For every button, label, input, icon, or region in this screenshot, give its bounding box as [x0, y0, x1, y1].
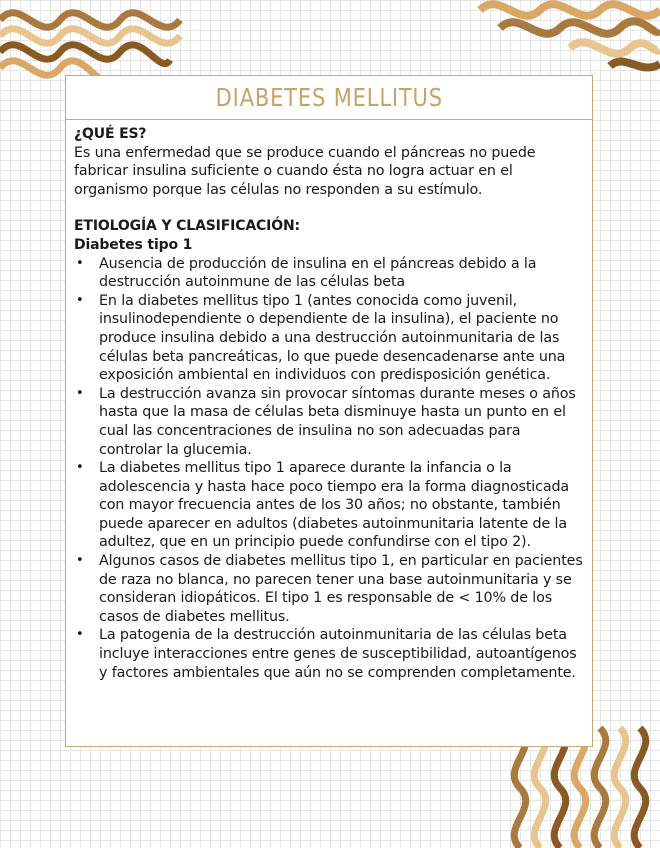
- etiologia-heading: ETIOLOGÍA Y CLASIFICACIÓN:: [74, 218, 300, 235]
- content-body: [66, 120, 592, 682]
- que-es-paragraph: Es una enfermedad que se produce cuando el páncreas no puede fabricar insulina suficiente o cuando ésta no logra actuar en el organismo porque las células no responden a su estímulo.: [74, 144, 536, 198]
- title-band: [66, 76, 592, 120]
- list-item-text: La patogenia de la destrucción autoinmunitaria de las células beta incluye interacciones entre genes de susceptibilidad, autoantígenos y factores ambientales que aún no se comprenden completamente.: [99, 627, 577, 681]
- que-es-heading: ¿QUÉ ES?: [74, 126, 147, 142]
- list-item-text: Algunos casos de diabetes mellitus tipo 1, en particular en pacientes de raza no blanca, no parecen tener una base autoinmunitaria y se consideran idiopáticos. El tipo 1 es responsable de < 10% de los casos de diabetes mellitus.: [99, 553, 583, 625]
- diabetes-tipo-1-subheading: Diabetes tipo 1: [74, 236, 193, 253]
- list-item-text: La diabetes mellitus tipo 1 aparece durante la infancia o la adolescencia y hasta hace poco tiempo era la forma diagnosticada con mayor frecuencia antes de los 30 años; no obstante, también puede aparecer en adultos (diabetes autoinmunitaria latente de la adultez, que en un principio puede confundirse con el tipo 2).: [99, 460, 569, 551]
- bullet-icon: •: [76, 385, 84, 401]
- page-title: DIABETES MELLITUS: [215, 83, 443, 112]
- top-right-wave-decoration: [460, 0, 660, 80]
- list-item: [74, 385, 584, 459]
- bullet-icon: •: [76, 292, 84, 308]
- bullet-icon: •: [76, 255, 84, 271]
- list-item: [74, 292, 584, 385]
- content-card: [65, 75, 593, 747]
- section-spacer: [74, 199, 584, 217]
- list-item-text: En la diabetes mellitus tipo 1 (antes conocida como juvenil, insulinodependiente o dependiente de la insulina), el paciente no produce insulina debido a una destrucción autoinmunitaria de las células beta pancreáticas, lo que puede desencadenarse ante una exposición ambiental en individuos con predisposición genética.: [99, 292, 566, 384]
- list-item: [74, 552, 584, 626]
- etiologia-bullet-list: [74, 255, 584, 683]
- list-item: [74, 459, 584, 552]
- bullet-icon: •: [76, 553, 84, 569]
- bullet-icon: •: [76, 627, 84, 643]
- bullet-icon: •: [76, 460, 84, 476]
- list-item: [74, 626, 584, 682]
- list-item-text: Ausencia de producción de insulina en el páncreas debido a la destrucción autoinmune de las células beta: [99, 255, 537, 291]
- list-item: [74, 255, 584, 292]
- list-item-text: La destrucción avanza sin provocar síntomas durante meses o años hasta que la masa de células beta disminuye hasta un punto en el cual las concentraciones de insulina no son adecuadas para controlar la glucemia.: [99, 385, 576, 458]
